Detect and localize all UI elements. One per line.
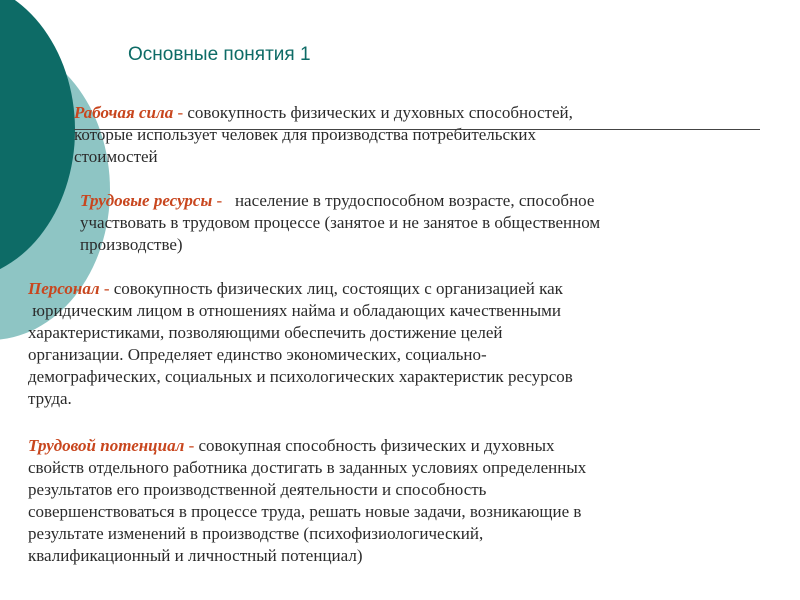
definition-text: население в трудоспособном возрасте, способное (234, 191, 595, 210)
definition-labor-potential (28, 435, 778, 567)
slide-title: Основные понятия 1 (128, 44, 311, 65)
definition-dash: - (99, 279, 114, 298)
definition-dash: - (173, 103, 188, 122)
definition-line: результатов его производственной деятельности и способность (28, 480, 487, 499)
definition-text: совокупность физических лиц, состоящих с организацией как (113, 279, 563, 298)
definition-term: Трудовой потенциал (28, 436, 185, 455)
underline-rule (74, 129, 760, 130)
definition-line: квалификационный и личностный потенциал) (28, 546, 363, 565)
definition-line: труда. (28, 389, 72, 408)
definition-personnel (28, 278, 778, 410)
definition-dash: - (184, 436, 199, 455)
definition-term: Персонал (28, 279, 100, 298)
definition-labor-resources (80, 190, 780, 256)
definition-labor-force (74, 102, 764, 168)
definition-line: организации. Определяет единство экономических, социально- (28, 345, 487, 364)
definition-term: Трудовые ресурсы (80, 191, 213, 210)
definition-line: совершенствоваться в процессе труда, решать новые задачи, возникающие в (28, 502, 582, 521)
definition-line: производстве) (80, 235, 183, 254)
definition-line: участвовать в трудовом процессе (занятое и не занятое в общественном (80, 213, 601, 232)
definition-line: демографических, социальных и психологических характеристик ресурсов (28, 367, 573, 386)
definition-line: свойств отдельного работника достигать в заданных условиях определенных (28, 458, 587, 477)
definition-dash: - (212, 191, 235, 210)
definition-line: стоимостей (74, 147, 158, 166)
definition-text: совокупная способность физических и духовных (198, 436, 555, 455)
definition-text: совокупность физических и духовных способностей, (187, 103, 573, 122)
definition-line: юридическим лицом в отношениях найма и обладающих качественными (28, 301, 561, 320)
definition-term: Рабочая сила (74, 103, 174, 122)
definition-line: характеристиками, позволяющими обеспечить достижение целей (28, 323, 503, 342)
definition-line: которые использует человек для производства потребительских (74, 125, 536, 144)
definition-line: результате изменений в производстве (психофизиологический, (28, 524, 484, 543)
